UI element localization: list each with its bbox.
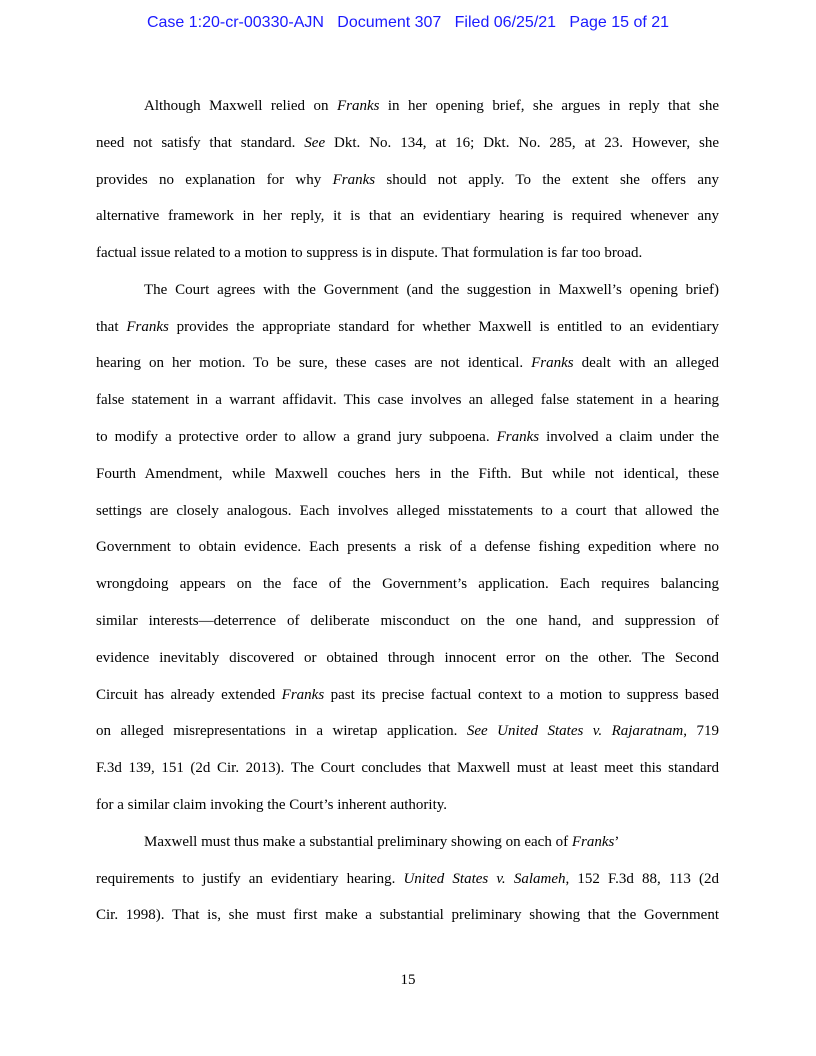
body-line: settings are closely analogous. Each involves alleged misstatements to a court that allowed the [96,503,719,519]
body-line: hearing on her motion. To be sure, these cases are not identical. Franks dealt with an alleged [96,355,719,371]
body-line: evidence inevitably discovered or obtained through innocent error on the other. The Second [96,650,719,666]
body-line: Circuit has already extended Franks past its precise factual context to a motion to suppress based [96,687,720,703]
body-line: on alleged misrepresentations in a wiretap application. See United States v. Rajaratnam, 719 [96,723,720,739]
body-line: Fourth Amendment, while Maxwell couches hers in the Fifth. But while not identical, these [96,466,719,482]
body-line: Cir. 1998). That is, she must first make a substantial preliminary showing that the Government [96,907,719,923]
body-line: factual issue related to a motion to suppress is in dispute. That formulation is far too broad. [96,245,643,261]
body-line: false statement in a warrant affidavit. This case involves an alleged false statement in a hearing [96,392,719,408]
page-number: 15 [400,972,416,988]
body-line: requirements to justify an evidentiary hearing. United States v. Salameh, 152 F.3d 88, 113 (2d [96,871,719,887]
body-line: Maxwell must thus make a substantial preliminary showing on each of Franks’ [144,834,620,850]
body-line: Although Maxwell relied on Franks in her opening brief, she argues in reply that she [144,98,719,114]
body-line: The Court agrees with the Government (and the suggestion in Maxwell’s opening brief) [144,282,719,298]
body-line: Government to obtain evidence. Each presents a risk of a defense fishing expedition where no [96,539,719,555]
case-header: Case 1:20-cr-00330-AJN Document 307 Filed 06/25/21 Page 15 of 21 [146,14,670,31]
body-line: to modify a protective order to allow a grand jury subpoena. Franks involved a claim under the [96,429,719,445]
body-line: that Franks provides the appropriate standard for whether Maxwell is entitled to an evidentiary [96,319,719,335]
body-line: alternative framework in her reply, it is that an evidentiary hearing is required whenever any [96,208,719,224]
body-line: provides no explanation for why Franks should not apply. To the extent she offers any [96,172,719,188]
body-line: similar interests—deterrence of deliberate misconduct on the one hand, and suppression of [96,613,719,629]
body-line: F.3d 139, 151 (2d Cir. 2013). The Court concludes that Maxwell must at least meet this standard [96,760,719,776]
body-line: for a similar claim invoking the Court’s inherent authority. [96,797,448,813]
body-line: wrongdoing appears on the face of the Government’s application. Each requires balancing [96,576,719,592]
body-line: need not satisfy that standard. See Dkt. No. 134, at 16; Dkt. No. 285, at 23. However, she [96,135,719,151]
